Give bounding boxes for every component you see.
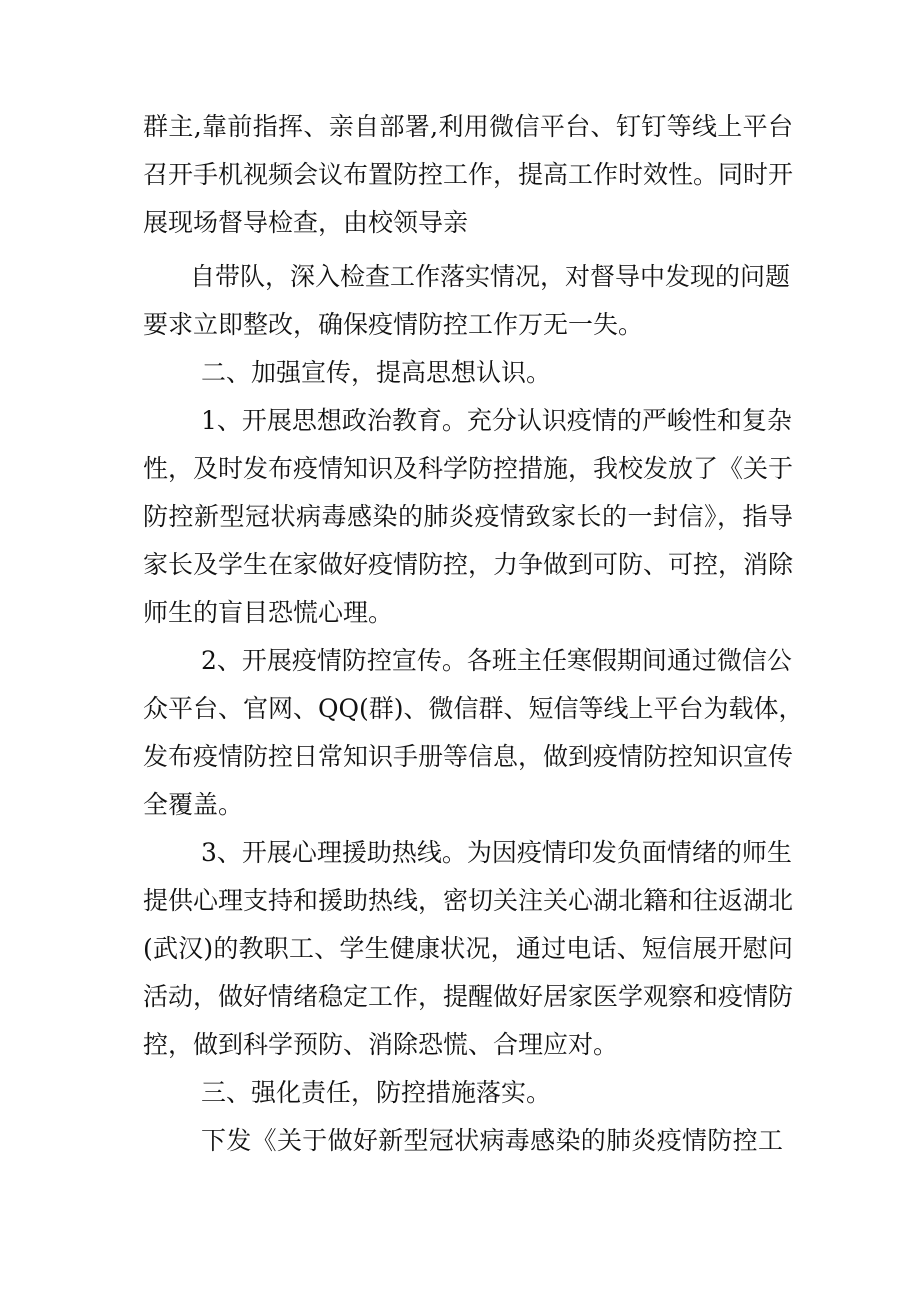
text-line: 性，及时发布疫情知识及科学防控措施，我校发放了《关于 (143, 454, 794, 483)
text-line: (武汉)的教职工、学生健康状况，通过电话、短信展开慰问 (143, 934, 793, 963)
text-line: 要求立即整改，确保疫情防控工作万无一失。 (143, 310, 644, 339)
text-line: 下发《关于做好新型冠状病毒感染的肺炎疫情防控工 (201, 1126, 783, 1155)
text-line: 家长及学生在家做好疫情防控，力争做到可防、可控，消除 (143, 550, 794, 579)
text-line: 防控新型冠状病毒感染的肺炎疫情致家长的一封信》，指导 (143, 502, 793, 531)
text-line: 自带队，深入检查工作落实情况，对督导中发现的问题 (190, 262, 791, 291)
text-line: 众平台、官网、QQ(群)、微信群、短信等线上平台为载体， (143, 694, 804, 723)
text-line: 召开手机视频会议布置防控工作，提高工作时效性。同时开 (143, 160, 794, 189)
text-line: 1、开展思想政治教育。充分认识疫情的严峻性和复杂 (201, 406, 792, 435)
text-line: 2、开展疫情防控宣传。各班主任寒假期间通过微信公 (201, 646, 792, 675)
text-line: 控，做到科学预防、消除恐慌、合理应对。 (143, 1030, 619, 1059)
text-line: 活动，做好情绪稳定工作，提醒做好居家医学观察和疫情防 (143, 982, 794, 1011)
section-heading: 三、强化责任，防控措施落实。 (201, 1078, 552, 1107)
text-line: 师生的盲目恐慌心理。 (143, 598, 394, 627)
text-line: 提供心理支持和援助热线，密切关注关心湖北籍和往返湖北 (143, 886, 794, 915)
text-line: 发布疫情防控日常知识手册等信息，做到疫情防控知识宣传 (143, 742, 794, 771)
text-line: 群主,靠前指挥、亲自部署,利用微信平台、钉钉等线上平台 (143, 112, 793, 141)
text-line: 3、开展心理援助热线。为因疫情印发负面情绪的师生 (201, 838, 792, 867)
section-heading: 二、加强宣传，提高思想认识。 (201, 358, 552, 387)
text-line: 全覆盖。 (143, 790, 244, 819)
text-line: 展现场督导检查，由校领导亲 (143, 208, 469, 237)
